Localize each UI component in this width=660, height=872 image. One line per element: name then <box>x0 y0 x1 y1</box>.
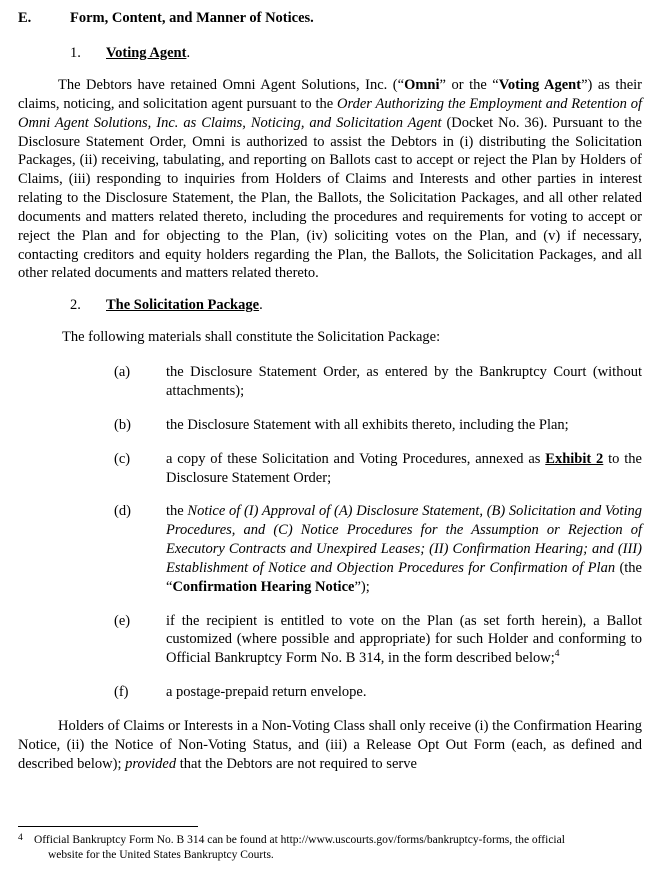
list-item-marker: (c) <box>114 450 131 467</box>
list-item-marker: (a) <box>114 364 131 381</box>
list-item <box>18 612 642 669</box>
subsection-2-period: . <box>259 297 263 314</box>
voting-agent-defined-term: Voting Agent <box>498 77 582 93</box>
list-item-marker: (f) <box>114 684 129 701</box>
provided-italic: provided <box>125 755 177 772</box>
section-letter: E. <box>18 10 32 26</box>
list-item-text-pre: the <box>166 503 188 520</box>
footnote-divider <box>18 826 198 827</box>
footnote-line-2: website for the United States Bankruptcy Courts. <box>48 848 274 861</box>
list-item-text-pre: a copy of these Solicitation and Voting Procedures, annexed as <box>166 450 546 467</box>
closing-text-post: that the Debtors are not required to serve <box>176 755 417 772</box>
list-item-text-mid: (the “ <box>166 559 642 595</box>
solicitation-package-intro: The following materials shall constitute the Solicitation Package: <box>62 329 441 346</box>
list-item-text: the Disclosure Statement with all exhibits thereto, including the Plan; <box>166 416 569 433</box>
closing-text-pre: Holders of Claims or Interests in a Non-Voting Class shall only receive (i) the Confirmation Hearing Notice, (ii) the Notice of Non-Voting Status, and (iii) a Release Opt Out Form (each, as defined and described below); <box>18 717 642 772</box>
subsection-1-period: . <box>186 45 191 61</box>
list-item-text <box>166 450 642 488</box>
list-item-marker: (e) <box>114 612 131 629</box>
confirmation-hearing-notice-title: Notice of (I) Approval of (A) Disclosure Statement, (B) Solicitation and Voting Procedures, and (C) Notice Procedures for the Assumption or Rejection of Executory Contracts and Unexpired Leases; (II) Confirmation Hearing; and (III) Establishment of Notice and Objection Procedures for Confirmation of Plan <box>166 503 642 576</box>
voting-agent-lead: The Debtors have retained Omni Agent Solutions, Inc. (“ <box>58 77 405 93</box>
section-heading <box>18 10 642 27</box>
list-item-text <box>166 612 642 669</box>
list-item-text: the Disclosure Statement Order, as entered by the Bankruptcy Court (without attachments); <box>166 364 642 399</box>
subsection-2-title: The Solicitation Package <box>106 297 260 314</box>
closing-paragraph <box>18 717 642 774</box>
footnote-4 <box>18 833 642 862</box>
footnote-block <box>18 818 642 862</box>
voting-agent-mid1: ” or the “ <box>439 77 499 93</box>
section-title: Form, Content, and Manner of Notices. <box>70 10 314 26</box>
exhibit-2-reference: Exhibit 2 <box>545 450 604 467</box>
list-item-text-post: ”); <box>354 578 370 595</box>
list-item-text-pre: if the recipient is entitled to vote on the Plan (as set forth herein), a Ballot customized (where possible and appropriate) for such Holder and conforming to Official Bankruptcy Form No. B 314, in the form described below; <box>166 612 642 667</box>
list-item <box>18 363 642 401</box>
solicitation-package-list <box>18 363 642 702</box>
footnote-text <box>34 833 642 862</box>
footnote-line-1: Official Bankruptcy Form No. B 314 can be found at http://www.uscourts.gov/forms/bankruptcy-forms, the official <box>34 834 565 847</box>
subsection-2-number: 2. <box>70 297 81 314</box>
list-item-text <box>166 502 642 596</box>
list-item <box>18 502 642 596</box>
omni-defined-term: Omni <box>404 77 440 93</box>
subsection-1-title: Voting Agent <box>106 45 187 61</box>
confirmation-hearing-notice-defined-term: Confirmation Hearing Notice <box>172 578 355 595</box>
subsection-1-heading <box>18 45 642 62</box>
footnote-reference-4: 4 <box>554 649 560 660</box>
list-item-marker: (d) <box>114 503 131 520</box>
list-item <box>18 450 642 488</box>
voting-agent-paragraph <box>18 76 642 283</box>
list-item-marker: (b) <box>114 416 131 433</box>
retention-order-title: Order Authorizing the Employment and Retention of Omni Agent Solutions, Inc. as Claims, Noticing, and Solicitation Agent <box>18 95 642 131</box>
list-item-text-post: to the Disclosure Statement Order; <box>166 450 642 486</box>
voting-agent-mid2: ”) as their claims, noticing, and solicitation agent pursuant to the <box>18 77 642 112</box>
list-item <box>18 683 642 702</box>
voting-agent-mid3: (Docket No. 36). Pursuant to the Disclosure Statement Order, Omni is authorized to assist the Debtors in (i) distributing the Solicitation Packages, (ii) receiving, tabulating, and reporting on Ballots cast to accept or reject the Plan by Holders of Claims, (iii) responding to inquiries from Holders of Claims and Interests and other parties in interest relating to the Disclosure Statement, the Plan, the Ballots, the Solicitation Packages, and all other related documents and matters related thereto, including the procedures and requirements for voting to accept or reject the Plan and for objecting to the Plan, (iv) soliciting votes on the Plan, and (v) if necessary, contacting creditors and equity holders regarding the Plan, the Ballots, the Solicitation Packages, and all other related documents and matters related thereto. <box>18 114 642 282</box>
list-item <box>18 416 642 435</box>
footnote-number: 4 <box>18 833 23 844</box>
subsection-1-number: 1. <box>70 45 81 61</box>
list-item-text: a postage-prepaid return envelope. <box>166 684 367 701</box>
subsection-2-heading <box>18 297 642 314</box>
